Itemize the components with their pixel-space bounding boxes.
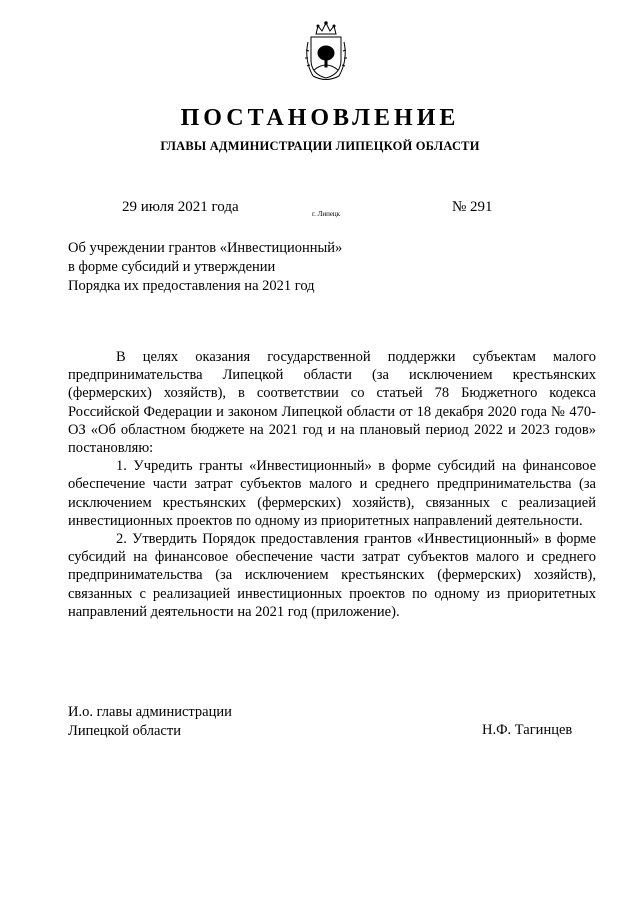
signatory-name: Н.Ф. Тагинцев bbox=[482, 722, 573, 738]
signatory-position-line: Липецкой области bbox=[68, 723, 181, 739]
document-number: № 291 bbox=[452, 199, 493, 215]
body-paragraph: 1. Учредить гранты «Инвестиционный» в форме субсидий на финансовое обеспечение части затрат субъектов малого и среднего предпринимательства (за исключением крестьянских (фермерских) хозяйств), связанных с реализацией инвестиционных проектов по одному из приоритетных направлений деятельности. bbox=[68, 458, 596, 529]
body-paragraph: 2. Утвердить Порядок предоставления грантов «Инвестиционный» в форме субсидий на финансовое обеспечение части затрат субъектов малого и среднего предпринимательства (за исключением крестьянских (фермерских) хозяйств), связанных с реализацией инвестиционных проектов по одному из приоритетных направлений деятельности на 2021 год (приложение). bbox=[68, 531, 596, 620]
document-subject bbox=[68, 239, 408, 296]
document-date: 29 июля 2021 года bbox=[122, 199, 239, 215]
coat-of-arms-icon bbox=[301, 20, 351, 84]
subject-line: в форме субсидий и утверждении bbox=[68, 259, 276, 275]
document-title: ПОСТАНОВЛЕНИЕ bbox=[180, 105, 460, 131]
document-place: г. Липецк bbox=[312, 210, 341, 218]
body-paragraph: В целях оказания государственной поддержки субъектам малого предпринимательства Липецкой области (за исключением крестьянских (фермерских) хозяйств), в соответствии со статьей 78 Бюджетного кодекса Российской Федерации и законом Липецкой области от 18 декабря 2020 года № 470-ОЗ «Об областном бюджете на 2021 год и на плановый период 2022 и 2023 годов» постановляю: bbox=[68, 349, 596, 457]
signatory-position bbox=[68, 703, 232, 741]
signatory-position-line: И.о. главы администрации bbox=[68, 704, 232, 720]
subject-line: Об учреждении грантов «Инвестиционный» bbox=[68, 240, 343, 256]
subject-line: Порядка их предоставления на 2021 год bbox=[68, 278, 315, 294]
document-body bbox=[68, 348, 596, 621]
document-subtitle: ГЛАВЫ АДМИНИСТРАЦИИ ЛИПЕЦКОЙ ОБЛАСТИ bbox=[160, 139, 480, 153]
